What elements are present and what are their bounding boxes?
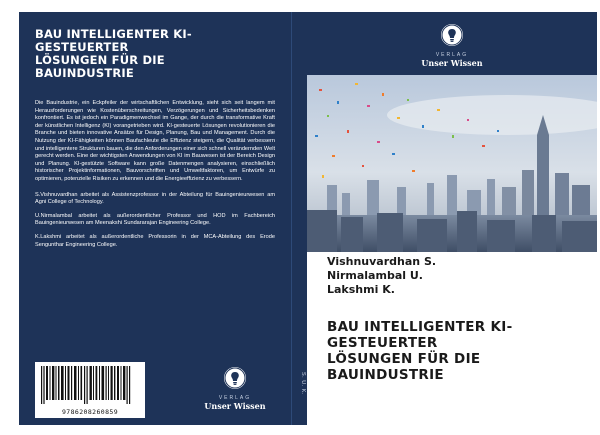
publisher-name: Unser Wissen: [421, 58, 483, 68]
author-bio-1: S.Vishnuvardhan arbeitet als Assistenzprofessor in der Abteilung für Bauingenieurwesen am Agni College of Technology.: [35, 191, 275, 206]
front-title-line-3: LÖSUNGEN FÜR DIE: [327, 351, 481, 367]
front-cover: [307, 12, 597, 425]
back-title-line-3: LÖSUNGEN FÜR DIE: [35, 53, 165, 67]
back-title-line-2: GESTEUERTER: [35, 40, 129, 54]
author-name-3: Lakshmi K.: [327, 283, 395, 296]
lightbulb-icon: [441, 24, 463, 46]
cover-authors: [327, 255, 436, 297]
isbn-barcode: [35, 362, 145, 418]
publisher-verlag-label: VERLAG: [218, 395, 252, 401]
front-title-line-4: BAUINDUSTRIE: [327, 367, 444, 383]
skyline-illustration: [307, 75, 597, 252]
author-bio-2: U.Nirmalambal arbeitet als außerordentlicher Professor und HOD im Fachbereich Bauingenieurwesen am Meenakshi Sundararajan Engineering College.: [35, 212, 275, 227]
author-name-1: Vishnuvardhan S.: [327, 255, 437, 268]
publisher-name: Unser Wissen: [204, 401, 266, 411]
description-paragraph: Die Bauindustrie, ein Eckpfeiler der wirtschaftlichen Entwicklung, sieht sich seit langem mit Herausforderungen wie Kostenüberschreitungen, Verzögerungen und Sicherheitsbedenken konfrontiert. Es ist jedoch ein Paradigmenwechsel im Gange, der durch die transformative Kraft der künstlichen Intelligenz (KI) vorangetrieben wird. KI-gesteuerte Lösungen revolutionieren die Branche und bieten innovative Ansätze für Design, Planung, Bau und Management. Durch die Nutzung der KI-Fähigkeiten können Baufachleute die Effizienz steigern, die Qualität verbessern und intelligentere Strukturen bauen, die den Anforderungen einer sich schnell verändernden Welt gerecht werden. Eine der wichtigsten Anwendungen von KI im Bauwesen ist der Bereich Design und Planung. KI-gestützte Software kann große Datenmengen analysieren, einschließlich historischer Projektinformationen, Bauvorschriften und Umweltfaktoren, um Entwürfe zu optimieren, potenzielle Risiken zu erkennen und die Energieeffizienz zu verbessern.: [35, 100, 275, 182]
back-title-line-4: BAUINDUSTRIE: [35, 66, 134, 80]
barcode-bars: [41, 366, 139, 404]
front-title-line-2: GESTEUERTER: [327, 335, 438, 351]
back-cover-text: [35, 100, 275, 255]
front-title-line-1: BAU INTELLIGENTER KI-: [327, 319, 513, 335]
lightbulb-icon: [224, 367, 246, 389]
isbn-number: 9786208260859: [61, 408, 119, 416]
back-cover: [19, 12, 291, 425]
author-name-2: Nirmalambal U.: [327, 269, 423, 282]
publisher-logo-back: [195, 367, 275, 411]
publisher-logo-front: [307, 24, 597, 68]
back-title-line-1: BAU INTELLIGENTER KI-: [35, 27, 192, 41]
front-cover-title: [327, 319, 592, 383]
back-cover-title: [35, 28, 275, 80]
front-cover-header: [307, 12, 597, 75]
spine-authors: S. U. K.: [300, 372, 306, 395]
book-spine: [291, 12, 308, 425]
publisher-verlag-label: VERLAG: [435, 52, 469, 58]
cover-photo-city-skyline: [307, 75, 597, 252]
author-bio-3: K.Lakshmi arbeitet als außerordentliche Professorin in der MCA-Abteilung des Erode Sengunthar Engineering College.: [35, 233, 275, 248]
